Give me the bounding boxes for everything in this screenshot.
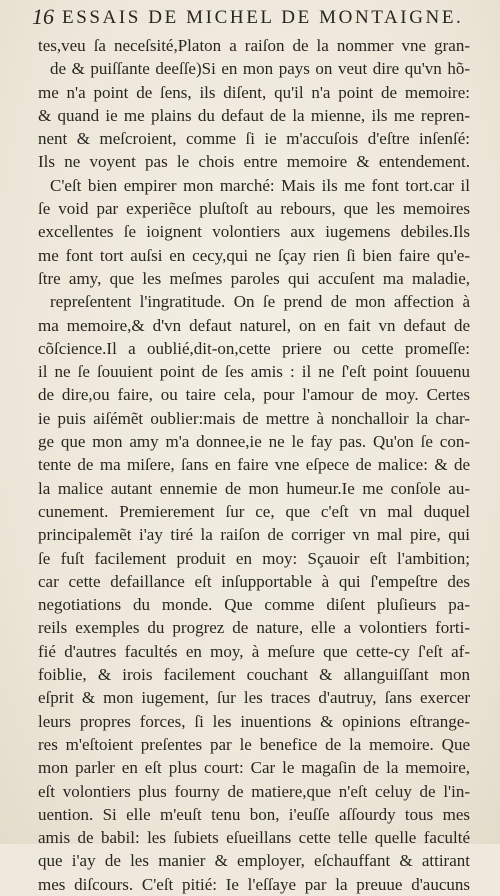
- text-line: Ils ne voyent pas le chois entre memoire & entendement.: [38, 152, 470, 172]
- text-line: me n'a point de ſens, ils diſent, qu'il n'a point de memoire:: [38, 82, 470, 102]
- text-line: negotiations du monde. Que comme diſent pluſieurs pa-: [38, 595, 470, 615]
- text-line: tente de ma miſere, ſans en faire vne eſpece de malice: & de: [38, 455, 470, 475]
- running-title: ESSAIS DE MICHEL DE MONTAIGNE.: [62, 7, 464, 28]
- text-line: de dire,ou faire, ou taire cela, pour l'amour de moy. Certes: [38, 385, 470, 405]
- text-line: cõſcience.Il a oublié,dit-on,cette priere ou cette promeſſe:: [38, 338, 470, 358]
- text-line: nent & meſcroient, comme ſi ie m'accuſois d'eſtre inſenſé:: [38, 129, 470, 149]
- text-line: il ne ſe ſouuient point de ſes amis : il ne ſ'eſt point ſouuenu: [38, 362, 470, 382]
- text-line: excellentes ſe ioignent volontiers aux iugemens debiles.Ils: [38, 222, 470, 242]
- text-line: ſe fuſt facilement produit en moy: Sçauoir eſt l'ambition;: [38, 548, 470, 568]
- text-line: res m'eſtoient preſentes par le benefice de la memoire. Que: [38, 734, 470, 754]
- text-line: la malice autant ennemie de mon humeur.Ie me conſole au-: [38, 478, 470, 498]
- body-text: [38, 34, 470, 896]
- text-line: ie puis aiſémẽt oublier:mais de mettre à nonchalloir la char-: [38, 408, 470, 428]
- text-line: foiblie, & irois facilement couchant & allanguiſſant mon: [38, 665, 470, 685]
- text-line: fié d'autres facultés en moy, à meſure que cette-cy ſ'eſt af-: [38, 641, 470, 661]
- page-header: [32, 4, 472, 32]
- text-line: de & puiſſante deeſſe)Si en mon pays on veut dire qu'vn hõ-: [50, 59, 470, 79]
- text-line: mon parler en eſt plus court: Car le magaſin de la memoire,: [38, 758, 470, 778]
- text-line: repreſentent l'ingratitude. On ſe prend de mon affection à: [50, 292, 470, 312]
- text-line: ſe void par experiẽce pluſtoſt au rebours, que les memoires: [38, 199, 470, 219]
- text-line: ma memoire,& d'vn defaut naturel, on en fait vn defaut de: [38, 315, 470, 335]
- text-line: car cette defaillance eſt inſupportable à qui ſ'empeſtre des: [38, 571, 470, 591]
- text-line: uention. Si elle m'euſt tenu bon, i'euſſe aſſourdy tous mes: [38, 804, 470, 824]
- text-line: eſprit & mon iugement, ſur les traces d'autruy, ſans exercer: [38, 688, 470, 708]
- text-line: ge que mon amy m'a donnee,ie ne le fay pas. Qu'on ſe con-: [38, 432, 470, 452]
- page-number: 16: [32, 4, 54, 29]
- text-line: C'eſt bien empirer mon marché: Mais ils me font tort.car il: [50, 175, 470, 195]
- text-line: ſtre amy, que les meſmes paroles qui accuſent ma maladie,: [38, 268, 470, 288]
- text-line: & quand ie me plains du defaut de la mienne, ils me repren-: [38, 105, 470, 125]
- text-line: amis de babil: les ſubiets eſueillans cette telle quelle faculté: [38, 828, 470, 848]
- text-line: principalemẽt i'ay tiré la raiſon de corriger vn mal pire, qui: [38, 525, 470, 545]
- text-line: reils exemples du progrez de nature, elle a volontiers forti-: [38, 618, 470, 638]
- text-line: mes diſcours. C'eſt pitié: Ie l'eſſaye par la preuue d'aucuns: [38, 874, 470, 894]
- text-line: cunement. Premierement ſur ce, que c'eſt vn mal duquel: [38, 501, 470, 521]
- text-line: que i'ay de les manier & employer, eſchauffant & attirant: [38, 851, 470, 871]
- text-line: leurs propres forces, ſi les inuentions & opinions eſtrange-: [38, 711, 470, 731]
- text-line: me font tort auſsi en cecy,qui ne ſçay rien ſi bien faire qu'e-: [38, 245, 470, 265]
- text-line: eſt volontiers plus fourny de matiere,que n'eſt celuy de l'in-: [38, 781, 470, 801]
- text-line: tes,veu ſa neceſsité,Platon a raiſon de la nommer vne gran-: [38, 36, 470, 55]
